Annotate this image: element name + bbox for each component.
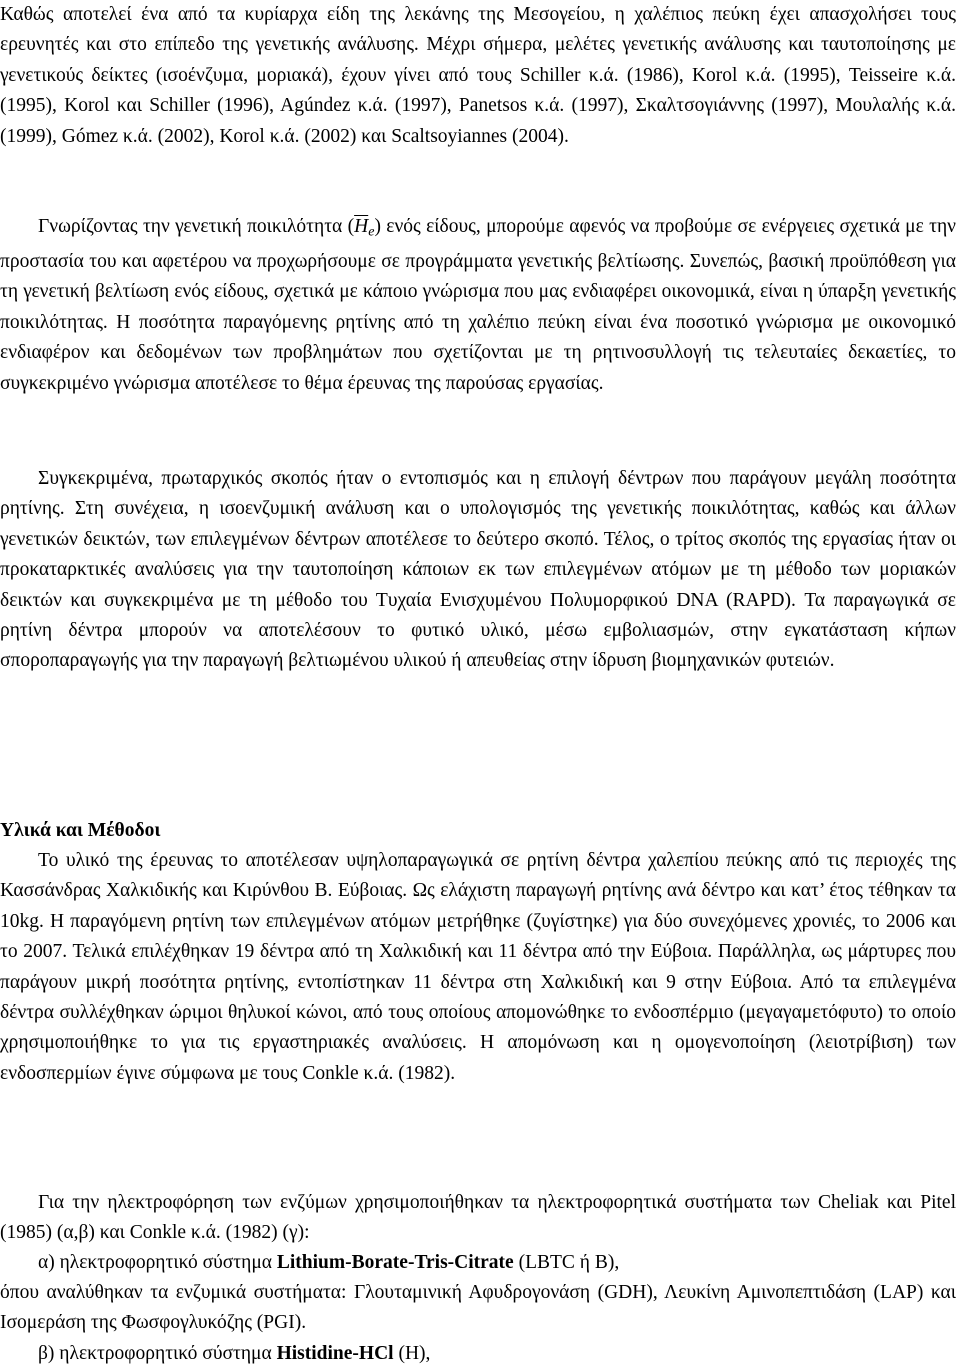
system-a-detail: όπου αναλύθηκαν τα ενζυμικά συστήματα: Γλουταμινική Αφυδρογονάση (GDH), Λευκίνη Αμινοπεπτιδάση (LAP) και Ισομεράση της Φωσφογλυκόζης (PGI).: [0, 1282, 956, 1334]
diversity-text-after: ) ενός είδους, μπορούμε αφενός να προβούμε σε ενέργειες σχετικά με την προστασία του και αφετέρου να προχωρήσουμε σε προγράμματα γενετικής βελτίωσης. Συνεπώς, βασική προϋπόθεση για τη γενετική βελτίωση ενός είδους, σχετικά με κάποιο γνώρισμα που μας ενδιαφέρει οικονομικά, είναι η ύπαρξη γενετικής ποικιλότητας. Η ποσότητα παραγόμενης ρητίνης από τη χαλέπιο πεύκη είναι ένα ποσοτικό γνώρισμα με οικονομικό ενδιαφέρον και δεδομένων των προβλημάτων που σχετίζονται με τη ρητινοσυλλογή τις τελευταίες δεκαετίες, το συγκεκριμένο γνώρισμα αποτέλεσε το θέμα έρευνας της παρούσας εργασίας.: [0, 216, 956, 394]
section-heading: Υλικά και Μέθοδοι: [0, 820, 161, 841]
system-a-prefix: α) ηλεκτροφορητικό σύστημα: [38, 1252, 277, 1273]
paragraph-electrophoresis: Για την ηλεκτροφόρηση των ενζύμων χρησιμοποιήθηκαν τα ηλεκτροφορητικά συστήματα των Cheliak και Pitel (1985) (α,β) και Conkle κ.ά. (1982) (γ):: [0, 1192, 956, 1244]
heterozygosity-symbol: [354, 216, 375, 240]
heterozygosity-symbol-subscript: e: [368, 223, 375, 240]
paragraph-intro: Καθώς αποτελεί ένα από τα κυρίαρχα είδη της λεκάνης της Μεσογείου, η χαλέπιος πεύκη έχει απασχολήσει τους ερευνητές και στο επίπεδο της γενετικής ανάλυσης. Μέχρι σήμερα, μελέτες γενετικής ανάλυσης και ταυτοποίησης με γενετικούς δείκτες (ισοένζυμα, μοριακά), έχουν γίνει από τους Schiller κ.ά. (1986), Korol κ.ά. (1995), Teisseire κ.ά. (1995), Korol και Schiller (1996), Agúndez κ.ά. (1997), Panetsos κ.ά. (1997), Σκαλτσογιάννης (1997), Μουλαλής κ.ά. (1999), Gómez κ.ά. (2002), Korol κ.ά. (2002) και Scaltsoyiannes (2004).: [0, 4, 956, 147]
paragraph-aims: Συγκεκριμένα, πρωταρχικός σκοπός ήταν ο εντοπισμός και η επιλογή δέντρων που παράγουν μεγάλη ποσότητα ρητίνης. Στη συνέχεια, η ισοενζυμική ανάλυση και ο υπολογισμός της γενετικής ποικιλότητας, καθώς και άλλων γενετικών δεικτών, των επιλεγμένων δέντρων αποτέλεσε το δεύτερο σκοπό. Τέλος, ο τρίτος σκοπός της εργασίας ήταν οι προκαταρκτικές αναλύσεις για την ταυτοποίηση κάποιων εκ των επιλεγμένων ατόμων με τη μέθοδο των μοριακών δεικτών και συγκεκριμένα με τη μέθοδο του Τυχαία Ενισχυμένου Πολυμορφικού DNA (RAPD). Τα παραγωγικά σε ρητίνη δέντρα μπορούν να αποτελέσουν το φυτικό υλικό, μέσω εμβολιασμών, στην εγκατάσταση κήπων σποροπαραγωγής για την παραγωγή βελτιωμένου υλικού ή απευθείας στην ίδρυση βιομηχανικών φυτειών.: [0, 468, 956, 672]
list-item-system-a: [0, 1248, 956, 1278]
system-b-name: Histidine-HCl: [276, 1343, 394, 1364]
system-a-name: Lithium-Borate-Tris-Citrate: [276, 1252, 514, 1273]
heterozygosity-symbol-h: $\overline{H}$: [354, 216, 369, 237]
system-b-suffix: (H),: [393, 1343, 431, 1364]
system-a-suffix: (LBTC ή B),: [513, 1252, 620, 1273]
diversity-text-before: Γνωρίζοντας την γενετική ποικιλότητα (: [38, 216, 355, 237]
paragraph-genetic-diversity: [0, 212, 956, 399]
system-b-prefix: β) ηλεκτροφορητικό σύστημα: [38, 1343, 277, 1364]
list-item-system-b: [0, 1339, 956, 1369]
paragraph-material: Το υλικό της έρευνας το αποτέλεσαν υψηλοπαραγωγικά σε ρητίνη δέντρα χαλεπίου πεύκης από τις περιοχές της Κασσάνδρας Χαλκιδικής και Κιρύνθου Β. Εύβοιας. Ως ελάχιστη παραγωγή ρητίνης ανά δέντρο και κατ’ έτος τέθηκαν τα 10kg. Η παραγόμενη ρητίνη των επιλεγμένων ατόμων μετρήθηκε (ζυγίστηκε) για δύο συνεχόμενες χρονιές, το 2006 και το 2007. Τελικά επιλέχθηκαν 19 δέντρα από τη Χαλκιδική και 11 δέντρα από την Εύβοια. Παράλληλα, ως μάρτυρες που παράγουν μικρή ποσότητα ρητίνης, εντοπίστηκαν 11 δέντρα στη Χαλκιδική και 9 στην Εύβοια. Από τα επιλεγμένα δέντρα συλλέχθηκαν ώριμοι θηλυκοί κώνοι, από τους οποίους απομονώθηκε το ενδοσπέρμιο (μεγαγαμετόφυτο) το οποίο χρησιμοποιήθηκε το για τις εργαστηριακές αναλύσεις. Η απομόνωση και η ομογενοποίηση (λειοτρίβιση) των ενδοσπερμίων έγινε σύμφωνα με τους Conkle κ.ά. (1982).: [0, 850, 956, 1084]
